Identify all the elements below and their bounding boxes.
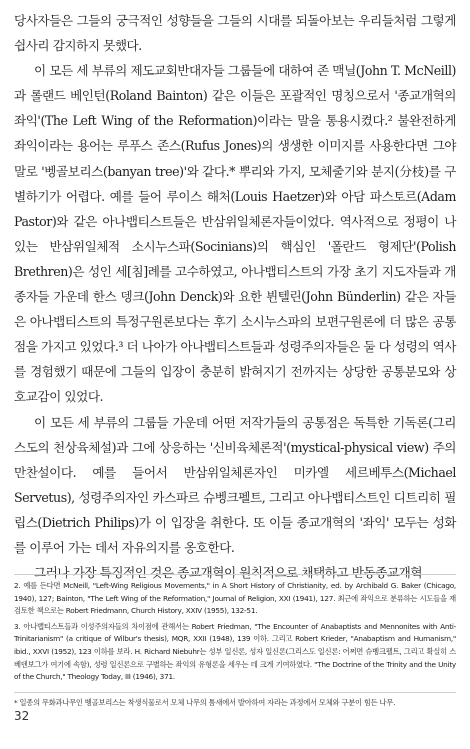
paragraph-1: 당사자들은 그들의 궁극적인 성향들을 그들의 시대를 되돌아보는 우리들처럼 그렇게 쉽사리 감지하지 못했다. xyxy=(14,13,456,54)
footnote-3: 3. 아나뱁티스트들과 이성주의자들의 차이점에 관해서는 Robert Friedman, "The Encounter of Anabaptists and Mennonites with Anti-Trinitarianism" (a critique of Wilbur's thesis), MQR, XXII (1948), 139 이하. 그리고 Robert Krieder, "Anabaptism and Humanism," ibid., XXVI (1952), 123 이하를 보라. H. Richard Niebuhr는 성부 일신론, 성자 일신론(그리스도 일신론: 어쩌면 슈벵크펠트, 그리고 확실히 스베덴보그가 여기에 속함), 성령 일신론으로 구별하는 좌익의 유형론을 세우는 데 크게 기여하였다. "The Doctrine of the Trinity and the Unity of the Church," Theology Today, III (1946), 371. xyxy=(14,621,456,682)
footnote-separator xyxy=(14,687,456,693)
paragraph-3: 이 모든 세 부류의 그룹들 가운데 어떤 저작가들의 공통점은 독특한 기독론(그리스도의 천상육체설)과 그에 상응하는 '신비육체론적'(mystical-physical view) 주의 만찬설이다. 예를 들어서 반삼위일체론자인 미카엘 세르베투스(Michael Servetus), 성령주의자인 카스파르 슈벵크펠트, 그리고 아나뱁티스트인 디트리히 필립스(Dietrich Philips)가 이 입장을 취한다. 또 이들 종교개혁의 '좌익' 모두는 성화를 이루어 가는 데서 자유의지를 옹호한다. xyxy=(14,414,456,555)
footnote-divider xyxy=(14,574,456,575)
footnote-2: 2. 예를 든다면 McNeill, "Left-Wing Religious Movements," in A Short History of Christianity, ed. by Archibald G. Baker (Chicago, 1940), 127; Bainton, "The Left Wing of the Reformation," Journal of Religion, XXI (1941), 127. 최근에 좌익으로 분류하는 시도들을 재검토한 책으로는 Robert Friedmann, Church History, XXIV (1955), 132-51. xyxy=(14,581,456,616)
paragraph-4: 그러나 가장 특징적인 것은 종교개혁이 원칙적으로 채택하고 반동종교개혁 xyxy=(34,565,423,581)
paragraph-2: 이 모든 세 부류의 제도교회반대자들 그룹들에 대하여 존 맥닐(John T. McNeill)과 롤랜드 베인턴(Roland Bainton) 같은 이들은 포괄적인 명칭으로서 '종교개혁의 좌익'(The Left Wing of the Reformation)이라는 말을 통용시켰다.² 불완전하게 좌익이라는 용어는 루푸스 존스(Rufus Jones)의 생생한 이미지를 사용한다면 그야말로 '벵골보리스(banyan tree)'와 같다.* 뿌리와 가지, 모체줄기와 분지(分枝)를 구별하기가 어렵다. 예를 들어 루이스 해처(Louis Haetzer)와 아담 파스토르(Adam Pastor)와 같은 아나뱁티스트들은 반삼위일체론자들이었다. 역사적으로 정평이 나있는 반삼위일체적 소시누스파(Socinians)의 핵심인 '폴란드 형제단'(Polish Brethren)은 성인 세[침]례를 고수하였고, 아나뱁티스트의 가장 초기 지도자들과 개종자들 가운데 한스 뎅크(John Denck)와 요한 뷘텔린(John Bünderlin) 같은 자들은 아나뱁티스트의 특정구원론보다는 후기 소시누스파의 보편구원론에 더 많은 공통점을 가지고 있었다.³ 더 나아가 아나뱁티스트들과 성령주의자들은 둘 다 성령의 역사를 경험했기 때문에 그들의 입장이 충분히 밝혀지기 전까지는 상당한 공통분모와 상호교감이 있었다. xyxy=(14,63,457,405)
footnotes xyxy=(14,574,456,712)
footnote-star: * 일종의 무화과나무인 벵골보리스는 착생식물로서 모체 나무의 틈새에서 발아하여 자라는 과정에서 모체와 구분이 힘든 나무. xyxy=(14,697,396,707)
page-number: 32 xyxy=(14,709,30,723)
body-text xyxy=(14,8,456,585)
